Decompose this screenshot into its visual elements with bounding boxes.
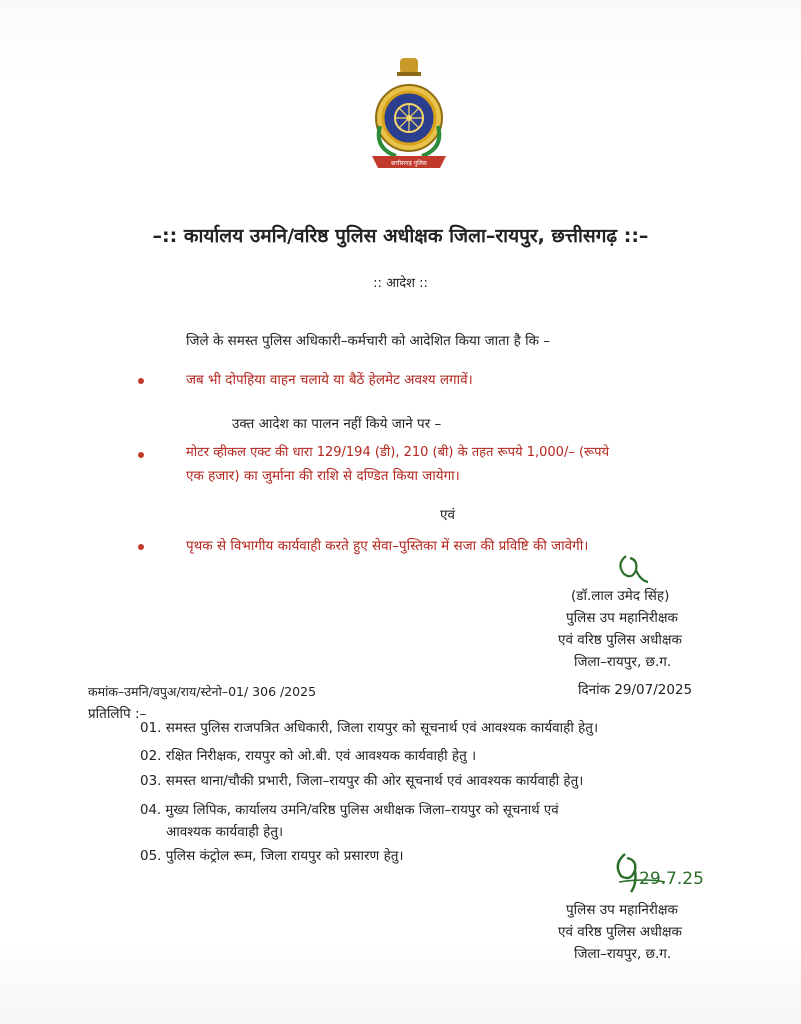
copy-item: 03. समस्त थाना/चौकी प्रभारी, जिला–रायपुर की ओर सूचनार्थ एवं आवश्यक कार्यवाही हेतु। (140, 773, 584, 789)
copy-item: 01. समस्त पुलिस राजपत्रित अधिकारी, जिला रायपुर को सूचनार्थ एवं आवश्यक कार्यवाही हेतु। (140, 720, 599, 736)
bullet-icon (138, 452, 144, 458)
bullet-icon (138, 544, 144, 550)
order-heading: :: आदेश :: (373, 276, 428, 291)
copy-item: 02. रक्षित निरीक्षक, रायपुर को ओ.बी. एवं आवश्यक कार्यवाही हेतु । (140, 748, 477, 764)
signatory-district: जिला–रायपुर, छ.ग. (574, 946, 672, 962)
signatory-designation-2: एवं वरिष्ठ पुलिस अधीक्षक (558, 632, 682, 648)
reference-number: कमांक–उमनि/वपुअ/राय/स्टेनो–01/ 306 /2025 (88, 684, 317, 699)
handwritten-date: 29.7.25 (639, 869, 704, 889)
signature-mark-icon (612, 552, 652, 586)
penalty-line-1: मोटर व्हीकल एक्ट की धारा 129/194 (डी), 210 (बी) के तहत रूपये 1,000/– (रूपये (186, 445, 610, 460)
signatory-designation-1: पुलिस उप महानिरीक्षक (566, 902, 678, 918)
signature-mark-icon (605, 848, 717, 896)
helmet-instruction: जब भी दोपहिया वाहन चलाये या बैठें हेलमेट अवश्य लगावें। (186, 372, 473, 388)
signatory-designation-2: एवं वरिष्ठ पुलिस अधीक्षक (558, 924, 682, 940)
penalty-line-2: एक हजार) का जुर्माना की राशि से दण्डित किया जायेगा। (186, 468, 460, 484)
and-text: एवं (440, 507, 455, 523)
bullet-icon (138, 378, 144, 384)
copy-item-continued: आवश्यक कार्यवाही हेतु। (166, 824, 284, 840)
copy-item: 04. मुख्य लिपिक, कार्यालय उमनि/वरिष्ठ पुलिस अधीक्षक जिला–रायपुर को सूचनार्थ एवं (140, 803, 559, 818)
condition-text: उक्त आदेश का पालन नहीं किये जाने पर – (232, 416, 442, 432)
signatory-district: जिला–रायपुर, छ.ग. (574, 654, 672, 670)
signatory-designation-1: पुलिस उप महानिरीक्षक (566, 610, 678, 626)
copy-heading: प्रतिलिपि :– (88, 706, 147, 722)
departmental-action: पृथक से विभागीय कार्यवाही करते हुए सेवा–पुस्तिका में सजा की प्रविष्टि की जावेगी। (186, 538, 589, 554)
copy-item: 05. पुलिस कंट्रोल रूम, जिला रायपुर को प्रसारण हेतु। (140, 848, 404, 864)
svg-text:छत्तीसगढ़ पुलिस: छत्तीसगढ़ पुलिस (391, 160, 427, 167)
intro-text: जिले के समस्त पुलिस अधिकारी–कर्मचारी को आदेशित किया जाता है कि – (186, 333, 550, 349)
police-emblem-icon (366, 56, 452, 178)
office-title: –:: कार्यालय उमनि/वरिष्ठ पुलिस अधीक्षक जिला–रायपुर, छत्तीसगढ़ ::– (152, 225, 649, 247)
signatory-name: (डॉ.लाल उमेद सिंह) (571, 588, 670, 604)
order-date: दिनांक 29/07/2025 (578, 682, 693, 698)
